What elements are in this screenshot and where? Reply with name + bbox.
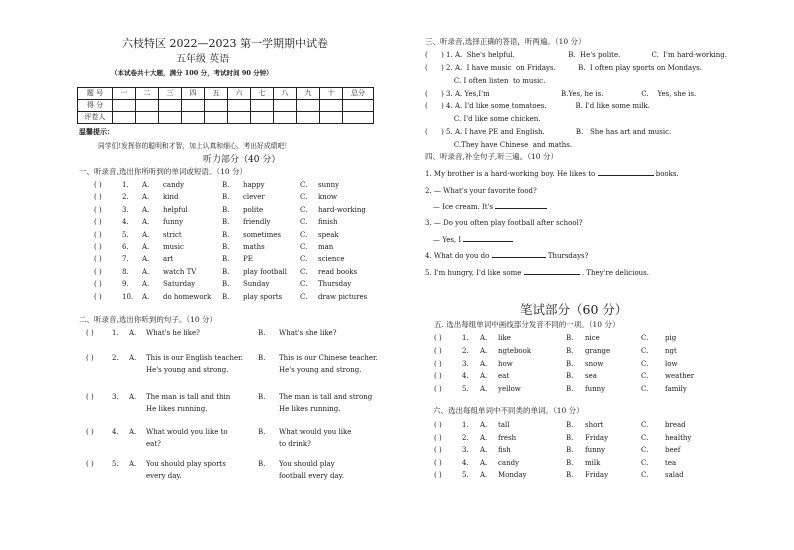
option-b[interactable]: happy: [243, 181, 265, 189]
exam-subtitle: 五年级 英语: [176, 54, 230, 65]
option-letter: C.: [641, 421, 649, 429]
option-letter: B.: [566, 359, 574, 368]
option-b[interactable]: play football: [243, 267, 288, 276]
option-b-line2[interactable]: football every day.: [279, 472, 344, 480]
score-cell: 十: [320, 88, 343, 100]
answer-paren[interactable]: ( ): [434, 359, 442, 368]
option-b[interactable]: milk: [585, 458, 601, 467]
score-input[interactable]: [182, 100, 205, 112]
s4-q3-answer: [433, 236, 513, 244]
question-number: 2.: [462, 346, 469, 355]
option-letter: C.: [641, 359, 649, 368]
question-number: 2.: [462, 433, 469, 442]
option-letter: B.: [222, 267, 230, 276]
reminder-title: 温馨提示：: [79, 127, 114, 136]
option-letter: C.: [300, 267, 308, 276]
s4-q1-text: 1. My brother is a hard-working boy. He likes to: [425, 170, 596, 178]
answer-paren[interactable]: ( ): [94, 280, 102, 289]
answer-paren[interactable]: ( ): [434, 372, 442, 381]
score-row: [78, 100, 374, 112]
question-number: 5.: [122, 230, 129, 239]
option-b[interactable]: funny: [585, 446, 606, 455]
question-number: 5.: [112, 460, 119, 468]
option-letter: B.: [566, 372, 574, 381]
answer-paren[interactable]: ( ): [86, 393, 94, 401]
question-number: 3.: [462, 359, 469, 368]
s4-q2: 2. — What's your favorite food?: [425, 187, 537, 195]
score-cell: 九: [297, 88, 320, 100]
option-letter: A.: [480, 385, 488, 394]
option-c[interactable]: know: [318, 193, 337, 202]
option-letter: A.: [142, 193, 150, 202]
s4-q4: [425, 252, 588, 260]
option-letter: C.: [641, 385, 649, 394]
option-a-line1[interactable]: What's he like?: [146, 329, 200, 337]
option-letter: B.: [258, 393, 266, 401]
s4-q1: [425, 170, 679, 178]
score-input[interactable]: [159, 100, 182, 112]
option-letter: A.: [142, 292, 150, 301]
listening-section-title: 听力部分（40 分）: [203, 155, 281, 165]
answer-paren[interactable]: ( ): [94, 205, 102, 214]
option-letter: B.: [222, 280, 230, 289]
option-b[interactable]: friendly: [243, 218, 271, 227]
s4-q5-end: . They're delicious.: [581, 269, 649, 277]
option-letter: A.: [480, 359, 488, 368]
score-cell: 二: [136, 88, 159, 100]
option-a[interactable]: candy: [163, 181, 185, 189]
option-c[interactable]: tea: [665, 458, 677, 467]
answer-paren[interactable]: ( ): [434, 334, 442, 342]
s4-q3-answer-text: — Yes, I: [433, 236, 462, 244]
option-b-line1[interactable]: What's she like?: [279, 329, 337, 337]
section4-title: 四、听录音,补全句子,听三遍。（10 分）: [425, 152, 558, 161]
option-letter: B.: [566, 346, 574, 355]
option-letter: B.: [566, 458, 574, 467]
option-b-line2[interactable]: He likes running.: [279, 405, 341, 413]
option-letter: C.: [300, 243, 308, 251]
option-a-line1[interactable]: What would you like to: [146, 428, 228, 436]
answer-paren[interactable]: ( ): [434, 471, 442, 480]
question-number: 1.: [122, 181, 129, 189]
s3-line: ( ) 3. A. Yes,I'm B.Yes, he is. C. Yes, she is.: [425, 90, 697, 98]
grader-input[interactable]: [113, 112, 136, 124]
option-b[interactable]: Sunday: [243, 280, 270, 289]
question-number: 5.: [462, 385, 469, 394]
option-letter: C.: [641, 458, 649, 467]
answer-paren[interactable]: ( ): [94, 243, 102, 251]
option-letter: A.: [480, 433, 488, 442]
answer-paren[interactable]: ( ): [434, 458, 442, 467]
s4-q2-answer: [433, 203, 547, 211]
option-b-line1[interactable]: You should play: [279, 460, 335, 468]
score-cell: 三: [159, 88, 182, 100]
question-number: 1.: [462, 334, 469, 342]
score-input[interactable]: [251, 100, 274, 112]
s4-q1-end: books.: [655, 170, 679, 178]
score-table: [77, 87, 374, 124]
score-input[interactable]: [205, 100, 228, 112]
option-letter: A.: [142, 255, 150, 264]
option-letter: B.: [222, 255, 230, 264]
option-b[interactable]: Friday: [585, 471, 609, 480]
s3-line: C.They have Chinese and maths.: [425, 141, 573, 149]
option-letter: B.: [566, 334, 574, 342]
question-number: 9.: [122, 280, 129, 289]
option-b[interactable]: nice: [585, 334, 600, 342]
option-b[interactable]: polite: [243, 205, 264, 214]
option-letter: A.: [129, 393, 137, 401]
grader-input[interactable]: [136, 112, 159, 124]
option-b-line2[interactable]: He's young and strong.: [279, 366, 362, 374]
score-input[interactable]: [113, 100, 136, 112]
option-c[interactable]: Thursday: [318, 280, 352, 289]
s4-q1-blank[interactable]: [598, 175, 654, 176]
option-a[interactable]: do homework: [163, 292, 212, 301]
option-letter: C.: [300, 280, 308, 289]
s4-q2-blank[interactable]: [495, 208, 547, 209]
s4-q3: 3. — Do you often play football after school?: [425, 219, 583, 227]
answer-paren[interactable]: ( ): [94, 255, 102, 264]
score-header-row: [78, 88, 374, 100]
score-input[interactable]: [343, 100, 374, 112]
answer-paren[interactable]: ( ): [434, 433, 442, 442]
option-a-line2[interactable]: every day.: [146, 472, 182, 480]
option-letter: A.: [129, 428, 137, 436]
option-b[interactable]: sea: [585, 372, 597, 381]
option-letter: A.: [142, 230, 150, 239]
option-a[interactable]: how: [498, 359, 513, 368]
answer-paren[interactable]: ( ): [94, 267, 102, 276]
s3-line: ( ) 2. A. I have music on Fridays. B. I often play sports on Mondays.: [425, 64, 702, 72]
score-cell: 总分: [343, 88, 374, 100]
question-number: 2.: [122, 193, 129, 202]
option-a-line2[interactable]: He's young and strong.: [146, 366, 229, 374]
option-letter: B.: [566, 471, 574, 480]
option-c[interactable]: ngt: [665, 346, 677, 355]
option-letter: A.: [142, 181, 150, 189]
grader-row: [78, 112, 374, 124]
option-letter: B.: [222, 193, 230, 202]
grader-label: 评卷人: [78, 112, 113, 124]
option-c[interactable]: family: [665, 385, 687, 394]
option-a[interactable]: helpful: [163, 205, 188, 214]
option-letter: A.: [129, 329, 137, 337]
answer-paren[interactable]: ( ): [434, 346, 442, 355]
option-letter: B.: [258, 329, 266, 337]
option-letter: C.: [300, 181, 308, 189]
score-cell: 五: [205, 88, 228, 100]
answer-paren[interactable]: ( ): [94, 292, 102, 301]
option-a[interactable]: fresh: [498, 433, 517, 442]
option-a-line1[interactable]: This is our English teacher.: [146, 354, 243, 362]
answer-paren[interactable]: ( ): [434, 385, 442, 394]
answer-paren[interactable]: ( ): [86, 428, 94, 436]
option-c[interactable]: draw pictures: [318, 292, 368, 301]
answer-paren[interactable]: ( ): [94, 218, 102, 227]
s3-line: ( ) 5. A. I have PE and English. B. She has art and music.: [425, 128, 672, 136]
s4-q5-text: 5. I'm hungry, I'd like some: [425, 269, 522, 277]
question-number: 1.: [462, 421, 469, 429]
section2-title: 二、听录音,选出你听到的句子。（10 分）: [79, 315, 218, 324]
option-letter: C.: [641, 346, 649, 355]
score-cell: 七: [251, 88, 274, 100]
option-letter: A.: [480, 346, 488, 355]
option-a[interactable]: art: [163, 255, 174, 264]
s4-q5: [425, 269, 649, 277]
option-letter: A.: [142, 218, 150, 227]
option-letter: A.: [142, 280, 150, 289]
answer-paren[interactable]: ( ): [94, 193, 102, 202]
option-b-line1[interactable]: The man is tall and strong: [279, 393, 373, 401]
option-b[interactable]: short: [585, 421, 604, 429]
option-letter: B.: [222, 205, 230, 214]
option-letter: B.: [566, 446, 574, 455]
answer-paren[interactable]: ( ): [434, 446, 442, 455]
option-a[interactable]: funny: [163, 218, 184, 227]
option-a[interactable]: Monday: [498, 471, 527, 480]
option-c[interactable]: read books: [318, 267, 358, 276]
option-letter: A.: [480, 446, 488, 455]
answer-paren[interactable]: ( ): [434, 421, 442, 429]
score-input[interactable]: [228, 100, 251, 112]
option-letter: B.: [222, 181, 230, 189]
score-input[interactable]: [136, 100, 159, 112]
option-a[interactable]: watch TV: [163, 267, 197, 276]
s4-q4-end: Thursdays?: [547, 252, 589, 260]
grader-input[interactable]: [320, 112, 343, 124]
option-c[interactable]: weather: [665, 372, 695, 381]
option-letter: A.: [129, 354, 137, 362]
question-number: 10.: [122, 292, 134, 301]
s3-line: ( ) 1. A. She's helpful. B. He's polite. C. I'm hard-working.: [425, 51, 727, 59]
option-c[interactable]: science: [318, 255, 345, 264]
s3-line: C. I often listen to music.: [425, 77, 546, 85]
option-a-line2[interactable]: eat?: [146, 440, 161, 448]
option-a[interactable]: kind: [163, 193, 179, 202]
s4-q2-answer-text: — Ice cream. It's: [433, 203, 494, 211]
option-c[interactable]: speak: [318, 230, 339, 239]
option-a[interactable]: fish: [498, 446, 511, 455]
option-letter: B.: [566, 385, 574, 394]
section3-title: 三、听录音,选择正确的答语，听两遍。（10 分）: [425, 37, 586, 46]
option-letter: A.: [142, 243, 150, 251]
score-cell: 六: [228, 88, 251, 100]
option-a[interactable]: candy: [498, 458, 520, 467]
option-c[interactable]: low: [665, 359, 678, 368]
grader-input[interactable]: [228, 112, 251, 124]
option-b-line1[interactable]: What would you like: [279, 428, 352, 436]
option-letter: A.: [480, 421, 488, 429]
option-a[interactable]: ngtebook: [498, 346, 532, 355]
answer-paren[interactable]: ( ): [86, 354, 94, 362]
option-letter: B.: [258, 460, 266, 468]
option-letter: C.: [641, 446, 649, 455]
option-letter: C.: [300, 218, 308, 227]
option-a[interactable]: strict: [163, 230, 182, 239]
option-letter: B.: [258, 428, 266, 436]
grader-input[interactable]: [251, 112, 274, 124]
option-a[interactable]: eat: [498, 372, 510, 381]
option-letter: C.: [300, 193, 308, 202]
grader-input[interactable]: [159, 112, 182, 124]
option-letter: B.: [222, 292, 230, 301]
option-b[interactable]: grange: [585, 346, 611, 355]
option-letter: B.: [566, 421, 574, 429]
grader-input[interactable]: [205, 112, 228, 124]
option-letter: C.: [641, 334, 649, 342]
s3-line: ( ) 4. A. I'd like some tomatoes. B. I'd like some milk.: [425, 102, 650, 110]
option-letter: C.: [300, 230, 308, 239]
option-b-line2[interactable]: to drink?: [279, 440, 311, 448]
option-a-line2[interactable]: He likes running.: [146, 405, 208, 413]
question-number: 7.: [122, 255, 129, 264]
section1-title: 一、听录音,选出你所听到的单词或短语。（10 分）: [79, 167, 248, 176]
s4-q5-blank[interactable]: [524, 274, 580, 275]
option-a[interactable]: tall: [498, 421, 510, 429]
option-a-line1[interactable]: You should play sports: [146, 460, 226, 468]
option-c[interactable]: man: [318, 243, 334, 251]
option-c[interactable]: salad: [665, 471, 684, 480]
option-c[interactable]: pig: [665, 334, 677, 342]
option-letter: B.: [566, 433, 574, 442]
option-a[interactable]: music: [163, 243, 184, 251]
s4-q4-blank[interactable]: [492, 257, 546, 258]
s3-line: C. I'd like some chicken.: [425, 115, 541, 123]
answer-paren[interactable]: ( ): [94, 181, 102, 189]
score-cell: 八: [274, 88, 297, 100]
question-number: 2.: [112, 354, 119, 362]
option-b[interactable]: Friday: [585, 433, 609, 442]
reminder-text: 同学们!发挥你的聪明和才智，加上认真和细心，考出好成绩吧！: [98, 142, 292, 150]
exam-title: 六枝特区 2022—2023 第一学期期中试卷: [122, 37, 328, 50]
question-number: 6.: [122, 243, 129, 251]
grader-input[interactable]: [182, 112, 205, 124]
option-a-line1[interactable]: The man is tall and thin: [146, 393, 231, 401]
question-number: 4.: [112, 428, 119, 436]
grader-input[interactable]: [343, 112, 374, 124]
option-letter: C.: [300, 292, 308, 301]
option-letter: A.: [480, 458, 488, 467]
option-letter: A.: [480, 372, 488, 381]
option-letter: A.: [480, 334, 488, 342]
option-c[interactable]: bread: [665, 421, 686, 429]
option-letter: C.: [641, 471, 649, 480]
question-number: 5.: [462, 471, 469, 480]
score-cell: 四: [182, 88, 205, 100]
option-letter: A.: [129, 460, 137, 468]
option-letter: C.: [300, 255, 308, 264]
score-input[interactable]: [320, 100, 343, 112]
option-b[interactable]: funny: [585, 385, 606, 394]
option-a[interactable]: like: [498, 334, 511, 342]
option-b[interactable]: snow: [585, 359, 604, 368]
option-c[interactable]: beef: [665, 446, 681, 455]
option-c[interactable]: hard-working: [318, 205, 366, 214]
answer-paren[interactable]: ( ): [86, 329, 94, 337]
answer-paren[interactable]: ( ): [94, 230, 102, 239]
option-b[interactable]: sometimes: [243, 230, 282, 239]
question-number: 8.: [122, 267, 129, 276]
question-number: 4.: [122, 218, 129, 227]
score-input[interactable]: [274, 100, 297, 112]
option-letter: C.: [641, 433, 649, 442]
question-number: 4.: [462, 372, 469, 381]
question-number: 3.: [462, 446, 469, 455]
section6-title: 六、选出每组单词中不同类的单词。（10 分）: [433, 406, 584, 415]
question-number: 4.: [462, 458, 469, 467]
option-letter: C.: [300, 205, 308, 214]
score-input[interactable]: [297, 100, 320, 112]
score-cell: 题 号: [78, 88, 113, 100]
option-b[interactable]: PE: [243, 255, 253, 264]
exam-note: （本试卷共十大题，满分 100 分，考试时间 90 分钟）: [111, 69, 273, 77]
question-number: 3.: [122, 205, 129, 214]
option-letter: B.: [222, 243, 230, 251]
option-b[interactable]: play sports: [243, 292, 283, 301]
option-a[interactable]: Saturday: [163, 280, 196, 289]
written-section-title: 笔试部分（60 分）: [520, 302, 628, 317]
option-c[interactable]: sunny: [318, 181, 340, 189]
option-b[interactable]: maths: [243, 243, 265, 251]
grader-input[interactable]: [297, 112, 320, 124]
answer-paren[interactable]: ( ): [86, 460, 94, 468]
score-cell: 一: [113, 88, 136, 100]
option-b[interactable]: clever: [243, 193, 265, 202]
score-label: 得 分: [78, 100, 113, 112]
option-letter: C.: [641, 372, 649, 381]
option-letter: A.: [142, 267, 150, 276]
option-c[interactable]: healthy: [665, 433, 692, 442]
option-letter: B.: [222, 230, 230, 239]
question-number: 3.: [112, 393, 119, 401]
option-letter: A.: [480, 471, 488, 480]
section5-title: 五. 选出每组单词中画线部分发音不同的一项。（10 分）: [434, 320, 620, 329]
option-letter: A.: [142, 205, 150, 214]
grader-input[interactable]: [274, 112, 297, 124]
s4-q4-text: 4. What do you do: [425, 252, 490, 260]
option-b-line1[interactable]: This is our Chinese teacher.: [279, 354, 378, 362]
option-letter: B.: [222, 218, 230, 227]
question-number: 1.: [112, 329, 119, 337]
s4-q3-blank[interactable]: [463, 241, 513, 242]
option-letter: B.: [258, 354, 266, 362]
option-a[interactable]: yellow: [498, 385, 521, 394]
option-c[interactable]: finish: [318, 218, 338, 227]
